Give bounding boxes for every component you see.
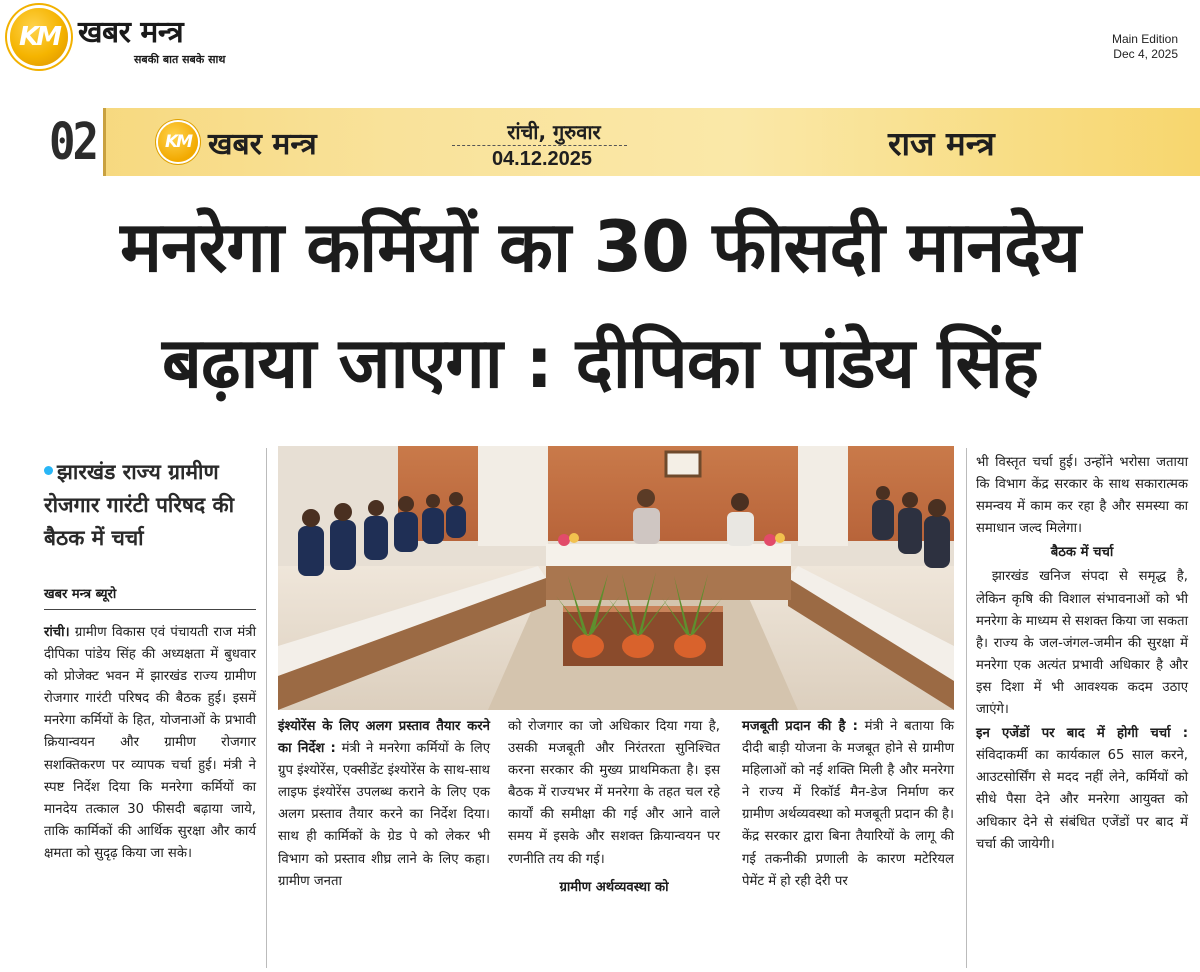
column-4-subhead: मजबूती प्रदान की है : bbox=[742, 719, 858, 734]
subheadline bbox=[44, 456, 256, 555]
article-column-2 bbox=[278, 716, 490, 968]
meeting-photo bbox=[278, 446, 954, 710]
section-name: राज मन्त्र bbox=[888, 124, 995, 163]
headline-line-1: मनरेगा कर्मियों का 30 फीसदी मानदेय bbox=[120, 206, 1080, 288]
page-number: 02 bbox=[49, 112, 96, 172]
column-divider bbox=[966, 448, 967, 968]
bullet-dot-icon bbox=[44, 466, 53, 475]
column-4-text: मंत्री ने बताया कि दीदी बाड़ी योजना के मजबूत होने से ग्रामीण महिलाओं को नई शक्ति मिली है और मनरेगा ने राज्य में रिकॉर्ड मैन-डेज निर्माण कर ग्रामीण अर्थव्यवस्था को मजबूती प्रदान की है। केंद्र सरकार द्वारा बिना तैयारियों के लागू की गई तकनीकी प्रणाली के कारण मटेरियल पेमेंट में हो रही देरी पर bbox=[742, 719, 955, 889]
subheadline-text: झारखंड राज्य ग्रामीण रोजगार गारंटी परिषद की बैठक में चर्चा bbox=[44, 460, 235, 550]
page-header-strip bbox=[42, 108, 1200, 176]
brand-logo bbox=[10, 8, 68, 66]
column-divider bbox=[266, 448, 267, 968]
brand-title: खबर मन्त्र bbox=[78, 15, 184, 50]
headline-line-2: बढ़ाया जाएगा : दीपिका पांडेय सिंह bbox=[161, 322, 1039, 404]
article-column-3 bbox=[508, 716, 720, 968]
column-5-lead: इन एजेंडों पर बाद में होगी चर्चा : bbox=[976, 726, 1188, 742]
column-2-subhead: इंश्योरेंस के लिए अलग प्रस्ताव तैयार करने का निर्देश : bbox=[278, 719, 490, 757]
masthead bbox=[0, 0, 1200, 92]
column-2-text: मंत्री ने मनरेगा कर्मियों के लिए ग्रुप इंश्योरेंस, एक्सीडेंट इंश्योरेंस के साथ-साथ लाइफ इंश्योरेंस उपलब्ध कराने के लिए एक अलग प्रस्ताव तैयार करने का निर्देश दिया। साथ ही कार्मिकों के ग्रेड पे को लेकर भी विभाग को प्रस्ताव शीघ्र लाने के लिए कहा। ग्रामीण जनता bbox=[278, 741, 490, 889]
article-column-4 bbox=[742, 716, 954, 968]
column-5-text-mid: झारखंड खनिज संपदा से समृद्ध है, लेकिन कृषि की विशाल संभावनाओं को भी मनरेगा के माध्यम से सशक्त किया जा सकता है। राज्य के जल-जंगल-जमीन की सुरक्षा में मनरेगा एक अत्यंत प्रभावी अधिकार है और इस दिशा में भी आवश्यक कदम उठाए जाएंगे। bbox=[976, 569, 1188, 718]
strip-date-divider bbox=[452, 145, 627, 146]
strip-logo bbox=[158, 122, 198, 162]
byline-divider bbox=[44, 609, 256, 610]
page-number-box bbox=[42, 108, 106, 176]
column-5-text-end: संविदाकर्मी का कार्यकाल 65 साल करने, आउटसोर्सिंग से मदद नहीं लेने, कर्मियों को सीधे पैसा देने और मनरेगा आयुक्त को अधिकार देने से संबंधित एजेंडों पर बाद में चर्चा की जायेगी। bbox=[976, 748, 1188, 852]
brand-tagline: सबकी बात सबके साथ bbox=[134, 53, 226, 66]
logo-mark: KM bbox=[18, 22, 60, 52]
dateline: रांची। bbox=[44, 625, 70, 640]
article-column-1 bbox=[44, 622, 256, 968]
column-5-subhead: बैठक में चर्चा bbox=[1050, 545, 1114, 561]
strip-logo-mark: KM bbox=[164, 132, 192, 152]
article-column-5 bbox=[976, 452, 1188, 968]
byline: खबर मन्त्र ब्यूरो bbox=[44, 587, 117, 602]
column-1-text: ग्रामीण विकास एवं पंचायती राज मंत्री दीपिका पांडेय सिंह की अध्यक्षता में बुधवार को प्रोजेक्ट भवन में झारखंड राज्य ग्रामीण रोजगार गारंटी परिषद की बैठक हुई। इसमें मनरेगा कर्मियों के हित, योजनाओं के प्रभावी क्रियान्वयन और ग्रामीण रोजगार सशक्तिकरण पर व्यापक चर्चा हुई। मंत्री ने स्पष्ट निर्देश दिया कि मनरेगा कर्मियों का मानदेय तत्काल 30 फीसदी बढ़ाया जाये, ताकि कार्मिकों की आर्थिक सुरक्षा और कार्य क्षमता को सुदृढ़ किया जा सके। bbox=[44, 625, 256, 861]
column-3-subhead: ग्रामीण अर्थव्यवस्था को bbox=[559, 879, 669, 895]
column-5-text-top: भी विस्तृत चर्चा हुई। उन्होंने भरोसा जताया कि विभाग केंद्र सरकार के साथ सकारात्मक समन्वय में काम कर रहा है और समस्या का समाधान जल्द मिलेगा। bbox=[976, 455, 1188, 537]
edition-info bbox=[1112, 32, 1178, 62]
strip-brand: खबर मन्त्र bbox=[208, 127, 317, 162]
edition-label: Main Edition bbox=[1111, 32, 1178, 46]
edition-date: Dec 4, 2025 bbox=[1113, 47, 1178, 61]
column-3-text: को रोजगार का जो अधिकार दिया गया है, उसकी मजबूती और निरंतरता सुनिश्चित करना सरकार की मुख्य प्राथमिकता है। इस बैठक में राज्यभर में मनरेगा के तहत चल रहे कार्यों की समीक्षा की गई और आने वाले समय में इसके और सशक्त क्रियान्वयन पर रणनीति तय की गई। bbox=[508, 719, 720, 867]
strip-date: 04.12.2025 bbox=[491, 148, 593, 170]
strip-place: रांची, गुरुवार bbox=[507, 120, 601, 144]
